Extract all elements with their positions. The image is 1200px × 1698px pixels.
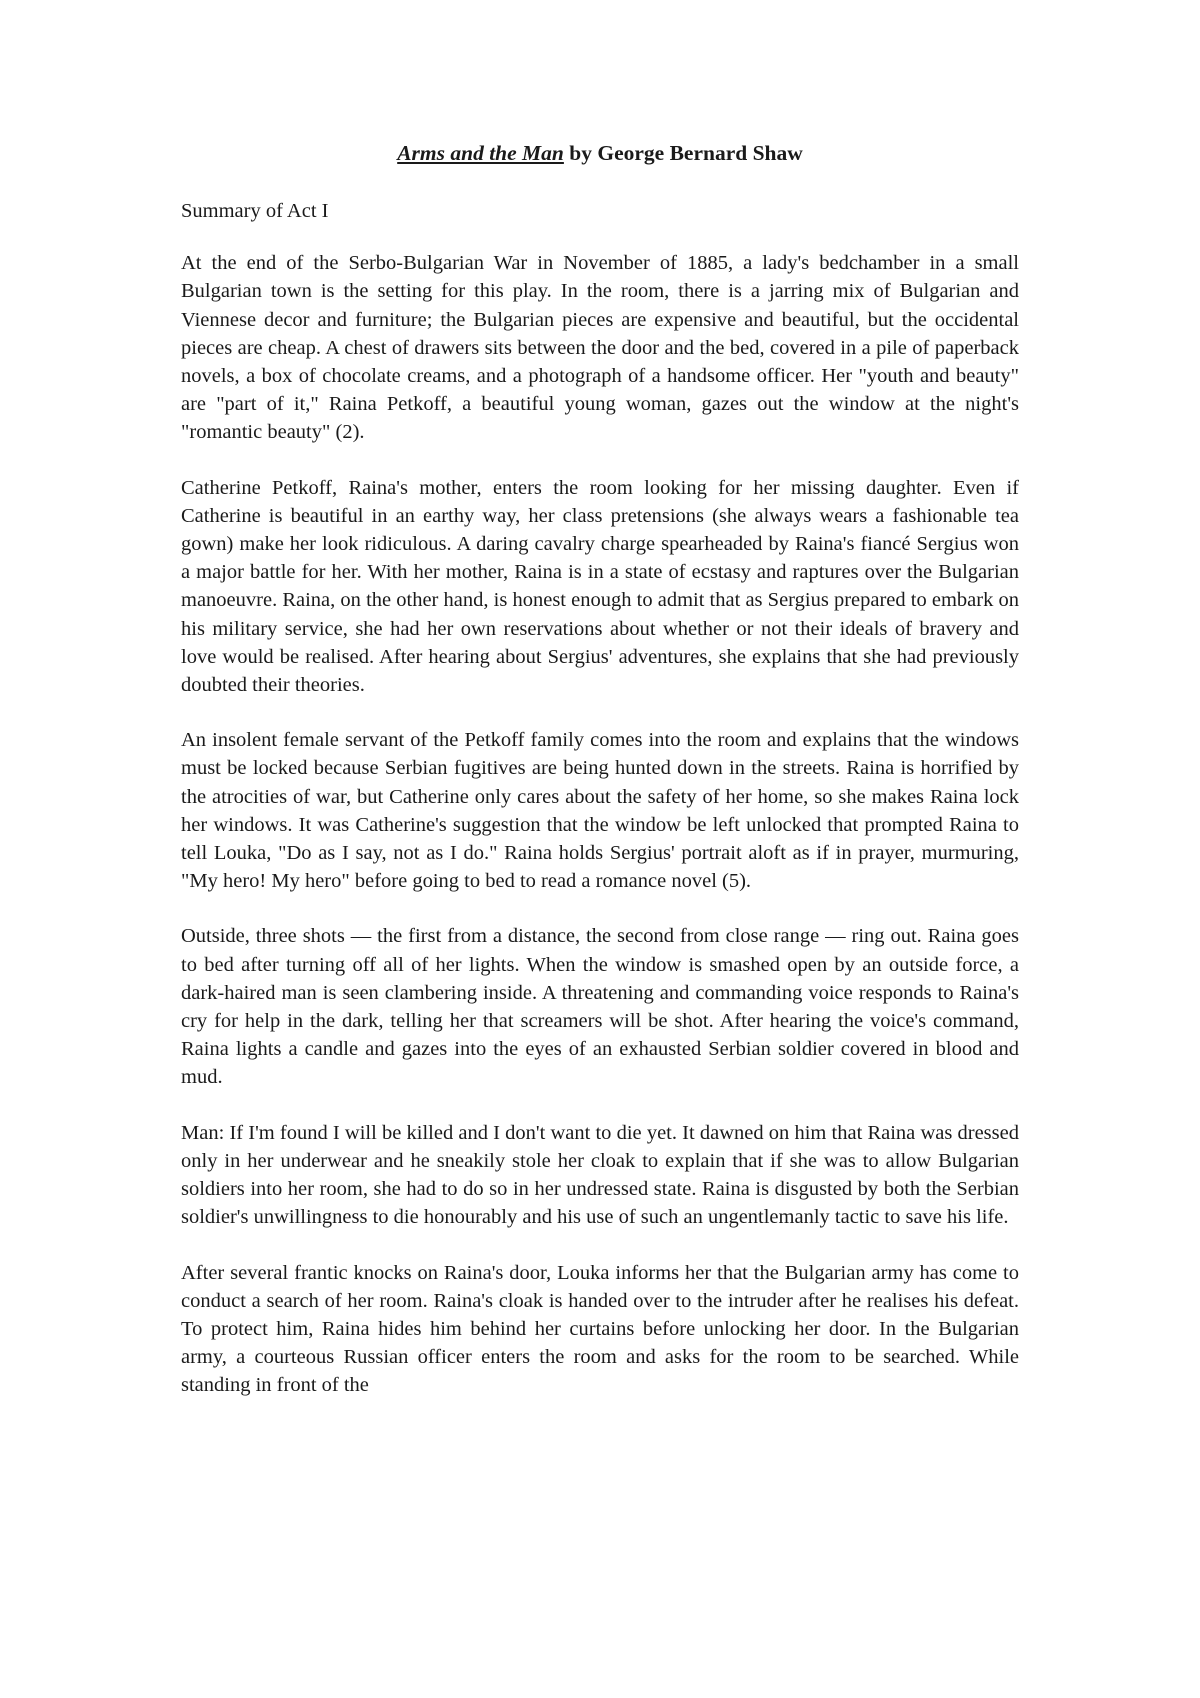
paragraph-2: Catherine Petkoff, Raina's mother, enters the room looking for her missing daughter. Even if Catherine is beautiful in an earthy way, her class pretensions (she always wears a fashionable tea gown) make her look ridiculous. A daring cavalry charge spearheaded by Raina's fiancé Sergius won a major battle for her. With her mother, Raina is in a state of ecstasy and raptures over the Bulgarian manoeuvre. Raina, on the other hand, is honest enough to admit that as Sergius prepared to embark on his military service, she had her own reservations about whether or not their ideals of bravery and love would be realised. After hearing about Sergius' adventures, she explains that she had previously doubted their theories. bbox=[181, 476, 1019, 697]
paragraph-6: After several frantic knocks on Raina's door, Louka informs her that the Bulgarian army has come to conduct a search of her room. Raina's cloak is handed over to the intruder after he realises his defeat. To protect him, Raina hides him behind her curtains before unlocking her door. In the Bulgarian army, a courteous Russian officer enters the room and asks for the room to be searched. While standing in front of the bbox=[181, 1261, 1019, 1397]
title-byline: by George Bernard Shaw bbox=[563, 141, 803, 165]
title-work: Arms and the Man bbox=[397, 141, 564, 165]
paragraph-3: An insolent female servant of the Petkoff family comes into the room and explains that the windows must be locked because Serbian fugitives are being hunted down in the streets. Raina is horrified by the atrocities of war, but Catherine only cares about the safety of her home, so she makes Raina lock her windows. It was Catherine's suggestion that the window be left unlocked that prompted Raina to tell Louka, "Do as I say, not as I do." Raina holds Sergius' portrait aloft as if in prayer, murmuring, "My hero! My hero" before going to bed to read a romance novel (5). bbox=[181, 729, 1019, 893]
document-body bbox=[181, 139, 1019, 1427]
document-title bbox=[181, 139, 1019, 167]
section-heading: Summary of Act I bbox=[181, 200, 329, 222]
paragraph-4: Outside, three shots — the first from a distance, the second from close range — ring out. Raina goes to bed after turning off all of her lights. When the window is smashed open by an outside force, a dark-haired man is seen clambering inside. A threatening and commanding voice responds to Raina's cry for help in the dark, telling her that screamers will be shot. After hearing the voice's command, Raina lights a candle and gazes into the eyes of an exhausted Serbian soldier covered in blood and mud. bbox=[181, 925, 1019, 1089]
paragraph-1: At the end of the Serbo-Bulgarian War in November of 1885, a lady's bedchamber in a small Bulgarian town is the setting for this play. In the room, there is a jarring mix of Bulgarian and Viennese decor and furniture; the Bulgarian pieces are expensive and beautiful, but the occidental pieces are cheap. A chest of drawers sits between the door and the bed, covered in a pile of paperback novels, a box of chocolate creams, and a photograph of a handsome officer. Her "youth and beauty" are "part of it," Raina Petkoff, a beautiful young woman, gazes out the window at the night's "romantic beauty" (2). bbox=[181, 252, 1019, 444]
paragraph-5: Man: If I'm found I will be killed and I don't want to die yet. It dawned on him that Raina was dressed only in her underwear and he sneakily stole her cloak to explain that if she was to allow Bulgarian soldiers into her room, she had to do so in her undressed state. Raina is disgusted by both the Serbian soldier's unwillingness to die honourably and his use of such an ungentlemanly tactic to save his life. bbox=[181, 1121, 1019, 1229]
